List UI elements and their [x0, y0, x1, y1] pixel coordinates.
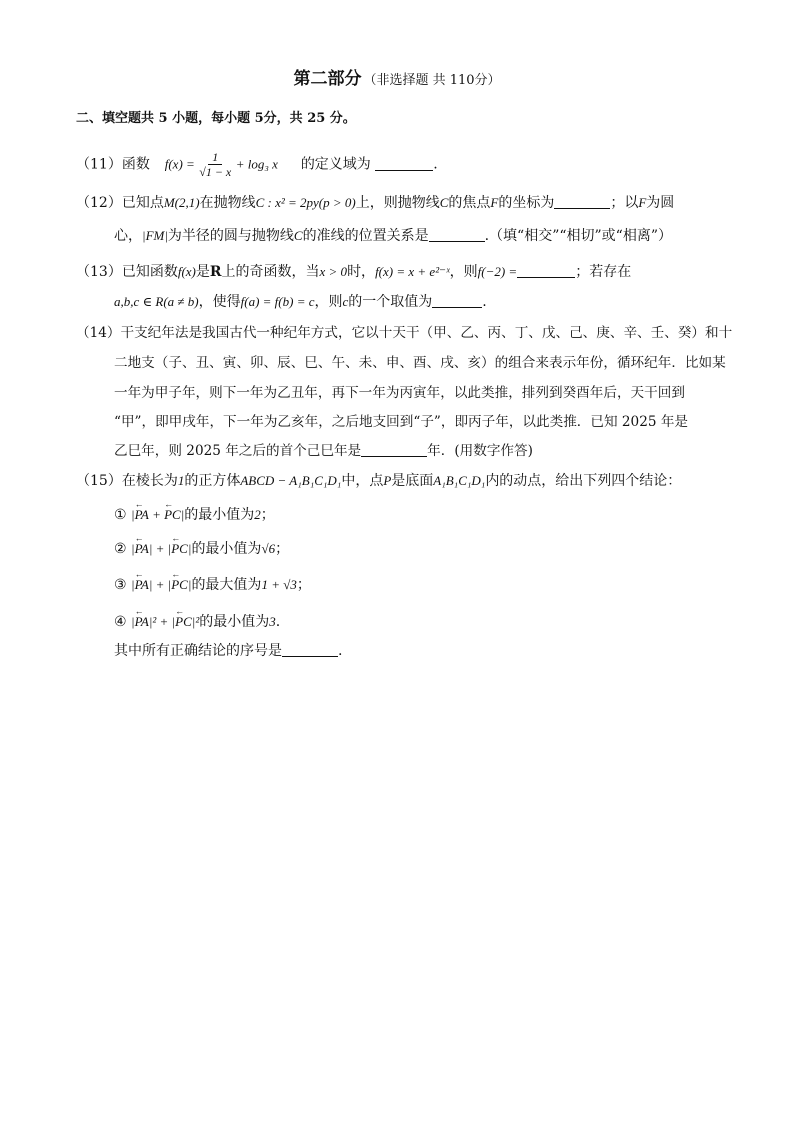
q12-f1: F — [490, 195, 499, 210]
q15-opt3-op: | + | — [148, 577, 172, 592]
q15-opt1-mark: ① — [114, 507, 127, 523]
q15-conclusion — [114, 641, 342, 661]
q15-opt3-val: 1 + √3 — [261, 577, 297, 592]
q13-text-f: ；若存在 — [575, 264, 632, 280]
question-14-line5 — [114, 441, 533, 461]
q12-text-f: ；以 — [610, 195, 639, 211]
q15-opt4-mark: ④ — [114, 614, 127, 630]
q15-opt4-val: 3 — [269, 614, 276, 629]
q12-text-i: 为半径的圆与抛物线 — [167, 228, 294, 244]
question-15-line1 — [76, 471, 681, 491]
q11-answer-blank[interactable] — [375, 156, 433, 171]
q13-text-e: ，则 — [449, 264, 478, 280]
q15-option-3 — [114, 575, 311, 595]
q11-number: （11）函数 — [76, 156, 150, 173]
q15-opt1-bar-b: | — [180, 507, 185, 522]
q13-set: a,b,c ∈ R(a ≠ b) — [114, 294, 199, 309]
q13-text-g: ，使得 — [198, 294, 241, 310]
q12-text-c: 上，则抛物线 — [355, 195, 440, 211]
q12-point: M(2,1) — [163, 195, 200, 210]
q15-option-1 — [114, 505, 275, 525]
q12-text-d: 的焦点 — [448, 195, 491, 211]
q15-P: P — [383, 473, 392, 488]
q15-opt2-mark: ② — [114, 541, 127, 557]
q15-face: A₁B₁C₁D₁ — [433, 473, 486, 488]
q15-opt4-bar-b: |² — [191, 614, 200, 629]
q15-opt4-end: . — [275, 614, 281, 630]
q15-opt3-mark: ③ — [114, 577, 127, 593]
q12-text-g: 为圆 — [646, 195, 675, 211]
q15-opt3-vec-pa: ← PA — [135, 575, 149, 595]
q13-text-a: （13）已知函数 — [76, 264, 178, 280]
q12-text-k: .（填“相交”“相切”或“相离”） — [484, 228, 672, 244]
q15-opt1-text: 的最小值为 — [184, 507, 255, 523]
q12-text-e: 的坐标为 — [498, 195, 555, 211]
question-13-line2 — [114, 292, 487, 312]
q15-opt2-op: | + | — [148, 541, 172, 556]
q15-last-end: . — [338, 643, 343, 659]
part-title-main: 第二部分 — [293, 69, 362, 89]
q13-text-d: 时， — [347, 264, 376, 280]
q12-c2: C — [293, 228, 303, 243]
q12-text-j: 的准线的位置关系是 — [302, 228, 429, 244]
q15-option-2 — [114, 539, 289, 559]
q13-c: c — [342, 294, 349, 309]
q13-def: f(x) = x + e²⁻ˣ — [375, 264, 450, 279]
q15-opt4-text: 的最小值为 — [199, 614, 270, 630]
q12-answer-blank-1[interactable] — [554, 194, 610, 209]
q15-text-d: 是底面 — [391, 473, 434, 489]
q11-tail: 的定义域为 — [300, 156, 371, 173]
q14-answer-blank[interactable] — [361, 442, 427, 457]
q11-frac-num: 1 — [208, 150, 222, 165]
q15-opt1-val: 2 — [254, 507, 261, 522]
q15-opt1-op: + — [148, 507, 165, 522]
q15-one: 1 — [177, 473, 185, 488]
q15-opt4-bar-a: | — [131, 614, 135, 629]
q11-frac-den: √1 − x — [199, 165, 232, 179]
q15-text-e: 内的动点，给出下列四个结论： — [485, 473, 682, 489]
q13-answer-blank-1[interactable] — [517, 263, 575, 278]
q15-opt2-text: 的最小值为 — [191, 541, 262, 557]
part-title — [0, 64, 794, 89]
q13-R: R — [209, 264, 222, 280]
q13-f-neg2: f(−2) = — [477, 264, 518, 279]
q12-parabola: C : x² = 2py(p > 0) — [255, 195, 356, 210]
question-14-line2: 二地支（子、丑、寅、卯、辰、巳、午、未、申、酉、戌、亥）的组合来表示年份，循环纪年．比如某 — [114, 355, 726, 371]
question-14-line3: 一年为甲子年，则下一年为乙丑年，再下一年为丙寅年，以此类推，排列到癸酉年后，天干回到 — [114, 385, 685, 401]
q13-answer-blank-2[interactable] — [432, 293, 482, 308]
q13-text-c: 上的奇函数，当 — [221, 264, 320, 280]
q15-opt2-vec-pc: ← PC — [171, 539, 188, 559]
question-12-line2 — [114, 226, 672, 246]
q15-opt2-bar-a: | — [131, 541, 135, 556]
q11-end: . — [433, 156, 438, 173]
q12-answer-blank-2[interactable] — [429, 227, 485, 242]
q12-text-b: 在抛物线 — [199, 195, 256, 211]
q15-opt3-vec-pc: ← PC — [171, 575, 188, 595]
question-13-line1 — [76, 262, 631, 282]
q12-text-h: 心， — [114, 228, 142, 244]
q15-opt4-op: |² + | — [148, 614, 176, 629]
q12-f2: F — [638, 195, 647, 210]
q15-answer-blank[interactable] — [282, 642, 338, 657]
q15-last-text: 其中所有正确结论的序号是 — [114, 643, 282, 659]
q15-opt1-bar-a: | — [131, 507, 135, 522]
q15-opt4-vec-pc: ← PC — [175, 612, 192, 632]
q11-lhs: f(x) = — [164, 156, 195, 172]
q13-eq: f(a) = f(b) = c — [240, 294, 315, 309]
q12-fm: |FM| — [142, 228, 168, 243]
part-title-sub: （非选择题 共 110分） — [363, 73, 501, 88]
q13-text-b: 是 — [195, 264, 210, 280]
q15-opt4-vec-pa: ← PA — [135, 612, 149, 632]
q15-cube: ABCD − A₁B₁C₁D₁ — [240, 473, 342, 488]
q15-opt1-end: ； — [260, 507, 275, 523]
q15-opt2-end: ； — [275, 541, 290, 557]
q12-text-a: （12）已知点 — [76, 195, 164, 211]
q15-opt2-val: √6 — [261, 541, 276, 556]
q15-opt3-text: 的最大值为 — [191, 577, 262, 593]
q13-fx: f(x) — [177, 264, 196, 279]
q15-text-c: 中，点 — [341, 473, 384, 489]
q11-rhs: + log₃ x — [235, 156, 278, 172]
q15-option-4 — [114, 612, 280, 632]
section-heading: 二、填空题共 5 小题，每小题 5分，共 25 分。 — [76, 111, 356, 126]
q12-c1: C — [439, 195, 449, 210]
q15-opt1-vec-pc: ← PC — [164, 505, 181, 525]
question-14-line1: （14）干支纪年法是我国古代一种纪年方式，它以十天干（甲、乙、丙、丁、戊、己、庚、辛、壬、癸）和十 — [76, 325, 733, 341]
q11-fraction — [199, 150, 231, 179]
q15-opt2-bar-b: | — [187, 541, 192, 556]
q15-opt3-bar-b: | — [187, 577, 192, 592]
q13-cond: x > 0 — [319, 264, 348, 279]
q13-text-i: 的一个取值为 — [348, 294, 433, 310]
q13-text-h: ，则 — [314, 294, 343, 310]
q14-text-a: 乙巳年，则 2025 年之后的首个己巳年是 — [114, 443, 362, 459]
q15-opt3-bar-a: | — [131, 577, 135, 592]
q15-text-b: 的正方体 — [184, 473, 241, 489]
q13-text-j: . — [482, 294, 487, 310]
q15-text-a: （15）在棱长为 — [76, 473, 178, 489]
q15-opt2-vec-pa: ← PA — [135, 539, 149, 559]
q15-opt1-vec-pa: ← PA — [135, 505, 149, 525]
question-11 — [76, 150, 438, 179]
q14-text-b: 年．(用数字作答) — [427, 443, 533, 459]
question-14-line4: “甲”，即甲戌年，下一年为乙亥年，之后地支回到“子”，即丙子年，以此类推．已知 2025 年是 — [114, 414, 689, 430]
question-12-line1 — [76, 193, 674, 213]
q15-opt3-end: ； — [296, 577, 311, 593]
